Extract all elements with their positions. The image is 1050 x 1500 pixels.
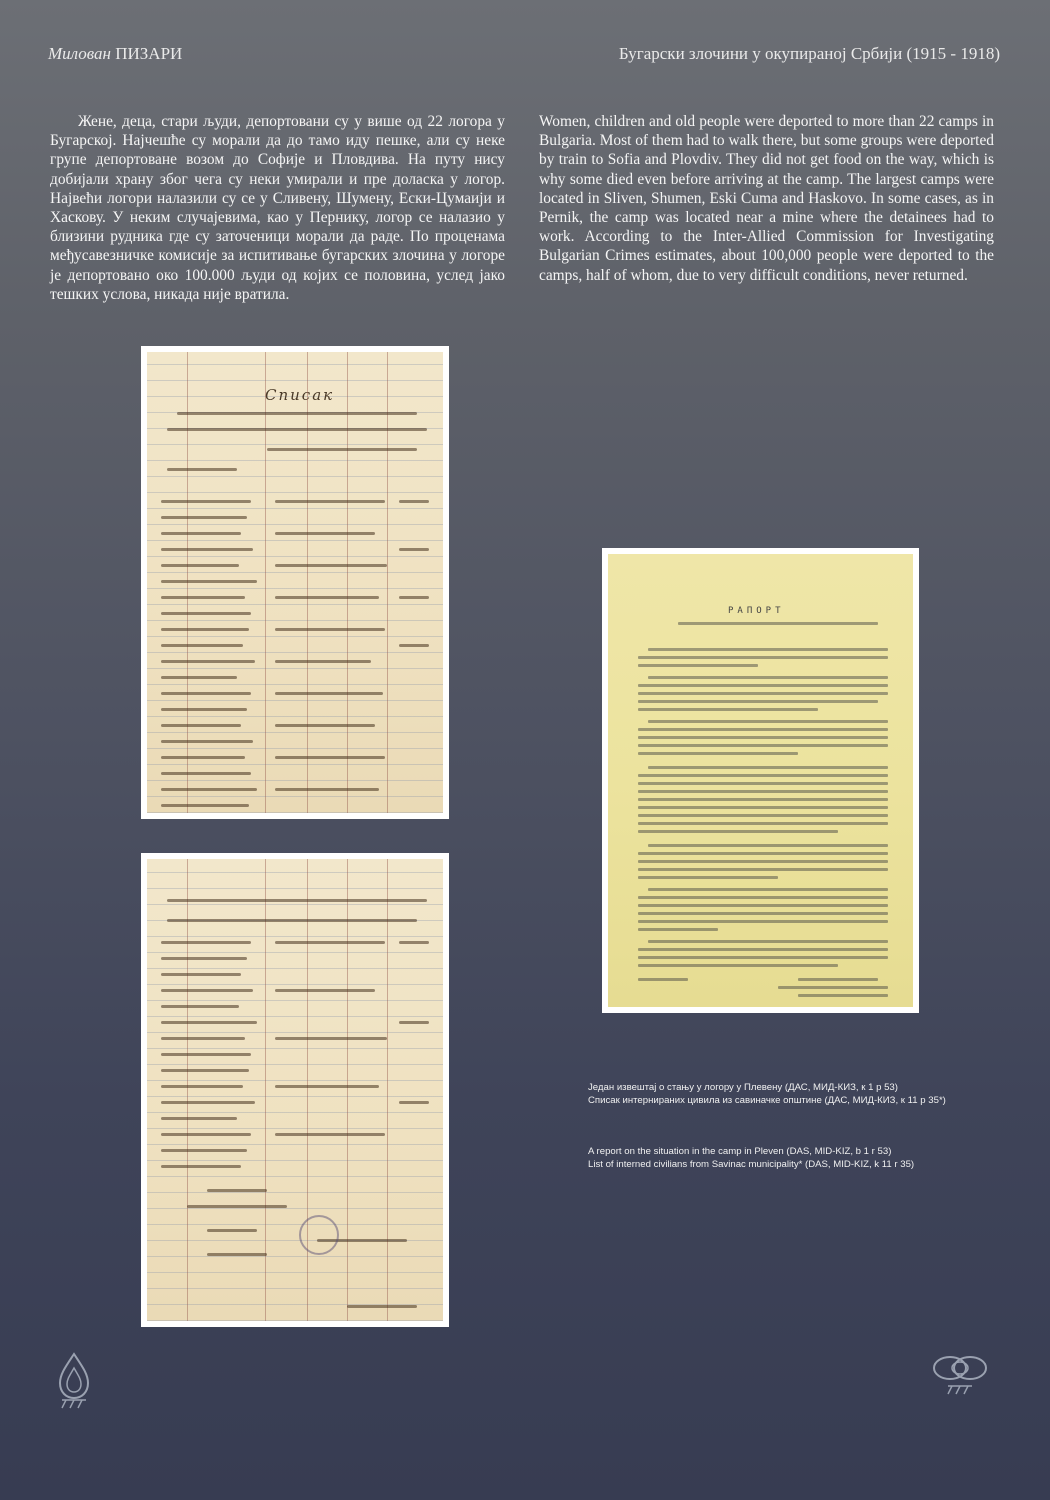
author-last-name: ПИЗАРИ — [115, 44, 183, 63]
author-first-name: Милован — [48, 44, 111, 63]
report-heading: РАПОРТ — [728, 606, 785, 616]
header-title: Бугарски злочини у окупираној Србији (1915 - 1918) — [618, 44, 1000, 63]
caption-sr-line-2: Списак интернираних цивила из савиначке општине (ДАС, МИД-КИЗ, к 11 р 35*) — [588, 1095, 946, 1106]
knot-logo-icon — [928, 1352, 992, 1412]
flame-logo-icon — [52, 1350, 96, 1420]
serbian-text: Жене, деца, стари људи, депортовани су у више од 22 логора у Бугарској. Најчешће су морали да до тамо иду пешке, али су неке групе депортоване возом до Софије и Пловдива. На путу нису добијали храну због чега су неки умирали и пре доласка у логор. Највећи логори налазили су се у Сливену, Шумену, Ески-Цумаији и Хаскову. У неким случајевима, као у Пернику, логор се налазио у близини рудника где су заточеници морали да раде. По проценама међусавезничке комисије за испитивање бугарских злочина у логоре је депортовано око 100.000 људи од којих се половина, услед јако тешких услова, никада није вратила. — [50, 113, 505, 303]
report-paper — [608, 554, 913, 1007]
report-document — [602, 548, 919, 1013]
header-left — [48, 44, 182, 64]
english-text: Women, children and old people were deported to more than 22 camps in Bulgaria. Most of them had to walk there, but some groups were deported by train to Sofia and Plovdiv. They did not get food on the way, which is why some died even before arriving at the camp. The largest camps were located in Sliven, Shumen, Eski Cuma and Haskovo. In some cases, as in Pernik, the camp was located near a mine where the detainees had to work. According to the Inter-Allied Commission for Investigating Bulgarian Crimes estimates, about 100,000 people were deported to the camps, half of whom, due to very difficult conditions, never returned. — [539, 113, 994, 284]
list-document-page-2 — [141, 853, 449, 1327]
official-seal — [299, 1215, 339, 1255]
caption-en-line-2: List of interned civilians from Savinac municipality* (DAS, MID-KIZ, k 11 r 35) — [588, 1159, 915, 1170]
list-heading: Списак — [265, 386, 335, 404]
caption-en-line-1: A report on the situation in the camp in Pleven (DAS, MID-KIZ, b 1 r 53) — [588, 1146, 892, 1157]
ledger-paper — [147, 859, 443, 1321]
list-document-page-1 — [141, 346, 449, 819]
caption-sr-line-1: Један извештај о стању у логору у Плевену (ДАС, МИД-КИЗ, к 1 р 53) — [588, 1082, 898, 1093]
ledger-paper — [147, 352, 443, 813]
caption-serbian — [588, 1081, 948, 1107]
caption-english — [588, 1145, 948, 1171]
